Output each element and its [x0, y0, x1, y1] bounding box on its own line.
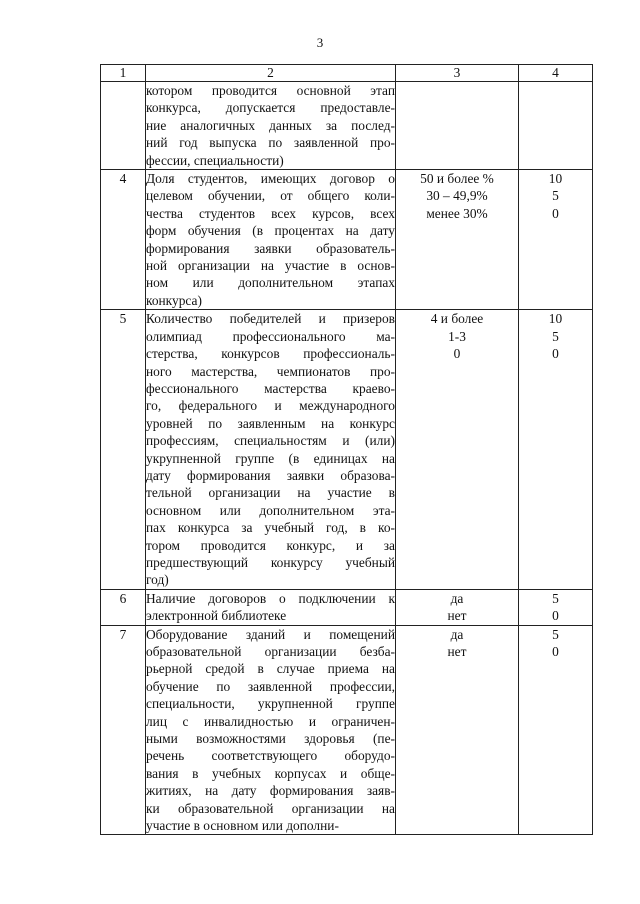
score-cell: [519, 82, 593, 170]
table-row: [101, 310, 593, 590]
description-line: профессиям, специальностям и (или): [146, 433, 395, 449]
row-number: 4: [101, 170, 146, 310]
description-line: форм обучения (в процентах на дату: [146, 223, 395, 239]
description-line: пах конкурса за учебный год, в ко-: [146, 520, 395, 536]
description-line: формирования заявки образователь-: [146, 240, 395, 256]
indicator-description: [146, 310, 396, 590]
description-line: ки образовательной организации на: [146, 800, 395, 816]
row-number: 5: [101, 310, 146, 590]
page-number: 3: [316, 35, 324, 50]
column-header-4: 4: [519, 65, 593, 82]
column-header-1: 1: [101, 65, 146, 82]
indicator-description: [146, 82, 396, 170]
criterion-value: 30 – 49,9%: [426, 188, 488, 204]
description-line: Доля студентов, имеющих договор о: [146, 171, 395, 187]
score-value: 5: [552, 590, 559, 606]
table-row: [101, 170, 593, 310]
score-value: 10: [548, 311, 563, 327]
description-line: специальности, укрупненной группе: [146, 696, 395, 712]
description-line: Наличие договоров о подключении к: [146, 590, 395, 606]
table-row: [101, 82, 593, 170]
description-line: тельной организации на участие в: [146, 485, 395, 501]
description-line: предшествующий конкурсу учебный: [146, 554, 395, 570]
description-line: ний год выпуска по заявленной про-: [146, 135, 395, 151]
criterion-value: 1-3: [448, 328, 466, 344]
column-header-2: 2: [146, 65, 396, 82]
row-number: 6: [101, 589, 146, 625]
score-value: 5: [552, 328, 559, 344]
description-line: Количество победителей и призеров: [146, 311, 395, 327]
description-line: лиц с инвалидностью и ограничен-: [146, 713, 395, 729]
table-row: [101, 589, 593, 625]
description-line: ном или дополнительном этапах: [146, 275, 395, 291]
criteria-table: [100, 64, 593, 835]
description-line: чества студентов всех курсов, всех: [146, 205, 395, 221]
criterion-value: нет: [447, 644, 467, 659]
score-cell: [519, 625, 593, 835]
criteria-cell: [396, 625, 519, 835]
description-line: образовательной организации безба-: [146, 644, 395, 659]
description-line: речень соответствующего оборудо-: [146, 748, 395, 764]
description-line: участие в основном или дополни-: [146, 818, 339, 834]
description-line: фессионального мастерства краево-: [146, 380, 395, 396]
description-line: год): [146, 572, 169, 588]
indicator-description: [146, 625, 396, 835]
table-body: [101, 82, 593, 835]
score-value: 10: [548, 171, 563, 187]
criterion-value: 4 и более: [430, 311, 484, 327]
description-line: дату формирования заявки образова-: [146, 467, 395, 483]
score-cell: [519, 310, 593, 590]
score-value: 5: [552, 626, 559, 642]
table-header-row: [101, 65, 593, 82]
description-line: основном или дополнительном эта-: [146, 502, 395, 518]
description-line: житиях, на дату формирования заяв-: [146, 783, 395, 799]
description-line: вания в учебных корпусах и обще-: [146, 765, 395, 781]
score-value: 0: [552, 608, 559, 624]
criteria-cell: [396, 310, 519, 590]
description-line: ной организации на участие в основ-: [146, 258, 395, 274]
criteria-cell: [396, 589, 519, 625]
table-row: [101, 625, 593, 835]
description-line: ными возможностями здоровья (пе-: [146, 731, 395, 747]
criterion-value: 50 и более %: [420, 171, 494, 187]
column-header-3: 3: [396, 65, 519, 82]
criterion-value: менее 30%: [426, 205, 488, 221]
description-line: стерства, конкурсов профессиональ-: [146, 346, 395, 362]
description-line: ние аналогичных данных за послед-: [146, 117, 395, 133]
description-line: обучение по заявленной профессии,: [146, 678, 395, 694]
criterion-value: нет: [447, 608, 467, 624]
description-line: рьерной средой в случае приема на: [146, 661, 395, 677]
description-line: фессии, специальности): [146, 152, 284, 168]
criteria-cell: [396, 170, 519, 310]
score-value: 0: [552, 205, 559, 221]
criterion-value: да: [450, 590, 464, 606]
score-cell: [519, 170, 593, 310]
indicator-description: [146, 170, 396, 310]
description-line: уровней по заявленным на конкурс: [146, 415, 395, 431]
score-value: 0: [552, 644, 559, 659]
description-line: котором проводится основной этап: [146, 83, 395, 98]
criterion-value: да: [450, 626, 464, 642]
score-value: 0: [552, 346, 559, 362]
description-line: олимпиад профессионального ма-: [146, 328, 395, 344]
row-number: [101, 82, 146, 170]
description-line: конкурса, допускается предоставле-: [146, 100, 395, 116]
description-line: тором проводится конкурс, и за: [146, 537, 395, 553]
description-line: го, федерального и международного: [146, 398, 395, 414]
description-line: ного мастерства, чемпионатов про-: [146, 363, 395, 379]
row-number: 7: [101, 625, 146, 835]
score-value: 5: [552, 188, 559, 204]
criterion-value: 0: [453, 346, 461, 362]
indicator-description: [146, 589, 396, 625]
description-line: целевом обучении, от общего коли-: [146, 188, 395, 204]
criteria-cell: [396, 82, 519, 170]
description-line: электронной библиотеке: [146, 608, 287, 624]
description-line: Оборудование зданий и помещений: [146, 626, 395, 642]
score-cell: [519, 589, 593, 625]
description-line: укрупненной группе (в единицах на: [146, 450, 395, 466]
description-line: конкурса): [146, 292, 202, 308]
